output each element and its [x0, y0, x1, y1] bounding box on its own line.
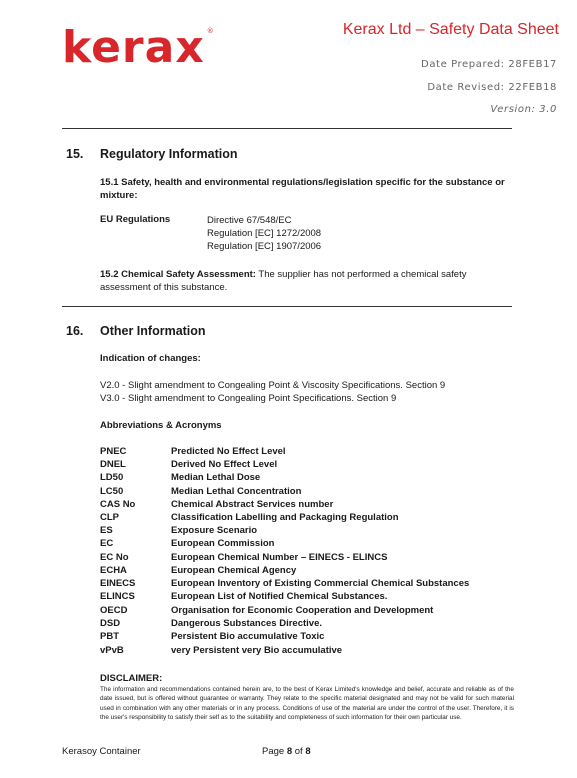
abbreviation-code: CLP [100, 512, 119, 523]
section-15-2-text: The supplier has not performed a chemical safety assessment of this substance. [100, 269, 467, 293]
change-item: V3.0 - Slight amendment to Congealing Point Specifications. Section 9 [100, 393, 397, 404]
change-item: V2.0 - Slight amendment to Congealing Point & Viscosity Specifications. Section 9 [100, 380, 446, 391]
page-total: 8 [305, 746, 311, 757]
abbreviation-code: EC No [100, 552, 129, 563]
changes-heading: Indication of changes: [100, 353, 201, 364]
abbreviation-code: OECD [100, 605, 128, 616]
abbreviation-description: very Persistent very Bio accumulative [171, 645, 343, 656]
section-16-title: Other Information [100, 324, 206, 338]
eu-regulation-item: Regulation [EC] 1272/2008 [207, 228, 322, 239]
abbreviation-description: Persistent Bio accumulative Toxic [171, 631, 325, 642]
date-revised: Date Revised: 22FEB18 [427, 82, 557, 93]
abbreviation-code: EINECS [100, 578, 136, 589]
eu-regulations-list [207, 214, 321, 253]
abbreviation-description: European List of Notified Chemical Substances. [171, 591, 388, 602]
disclaimer-heading: DISCLAIMER: [100, 673, 163, 684]
abbreviation-code: ELINCS [100, 591, 135, 602]
version-label: Version: 3.0 [490, 104, 557, 115]
abbreviation-description: Predicted No Effect Level [171, 446, 286, 457]
page-prefix: Page [262, 746, 287, 757]
section-15-number: 15. [66, 147, 84, 161]
eu-regulation-item: Directive 67/548/EC [207, 215, 292, 226]
abbreviation-description: European Chemical Agency [171, 565, 297, 576]
abbreviation-description: European Chemical Number – EINECS - ELINCS [171, 552, 388, 563]
section-15-2-paragraph [100, 268, 490, 294]
disclaimer-text: The information and recommendations contained herein are, to the best of Kerax Limited's knowledge and belief, accurate and reliable as of the date issued, but is offered without guarantee or warranty. They relate to the specific material designated and may not be valid for such material used in combination with any other materials or in any process. Conditions of use of the material are under the control of the user. Therefore, it is the user's responsibility to satisfy their self as to the suitability and completeness of such information for their own particular use. [100, 686, 514, 721]
page-number [262, 746, 311, 757]
section-divider [62, 306, 512, 307]
section-15-2-label: 15.2 Chemical Safety Assessment: [100, 269, 256, 280]
section-15-title: Regulatory Information [100, 147, 238, 161]
logo-text: kerax [62, 22, 205, 73]
abbreviation-description: Dangerous Substances Directive. [171, 618, 322, 629]
abbreviation-code: DSD [100, 618, 121, 629]
abbreviation-description: Classification Labelling and Packaging Regulation [171, 512, 399, 523]
abbreviation-description: Median Lethal Dose [171, 472, 261, 483]
eu-regulations-label: EU Regulations [100, 214, 171, 225]
section-divider [62, 128, 512, 129]
footer-product-name: Kerasoy Container [62, 746, 141, 757]
abbreviation-description: Organisation for Economic Cooperation and Development [171, 605, 434, 616]
date-prepared: Date Prepared: 28FEB17 [421, 59, 557, 70]
abbreviation-code: LD50 [100, 472, 124, 483]
abbreviation-description: Derived No Effect Level [171, 459, 278, 470]
abbreviation-description: European Inventory of Existing Commercial Chemical Substances [171, 578, 470, 589]
abbreviation-description: Exposure Scenario [171, 525, 258, 536]
abbreviation-description: European Commission [171, 538, 275, 549]
abbreviation-code: LC50 [100, 486, 124, 497]
section-15-1-heading: 15.1 Safety, health and environmental regulations/legislation specific for the substance or mixture: [100, 177, 505, 201]
abbreviation-code: DNEL [100, 459, 126, 470]
page-of: of [292, 746, 306, 757]
abbreviation-code: PNEC [100, 446, 127, 457]
abbreviation-code: vPvB [100, 645, 124, 656]
abbreviations-heading: Abbreviations & Acronyms [100, 420, 222, 431]
abbreviation-code: PBT [100, 631, 119, 642]
page-current: 8 [286, 746, 293, 757]
kerax-logo [62, 22, 215, 73]
abbreviation-code: ES [100, 525, 113, 536]
eu-regulation-item: Regulation [EC] 1907/2006 [207, 241, 322, 252]
abbreviation-description: Median Lethal Concentration [171, 486, 302, 497]
abbreviation-code: CAS No [100, 499, 136, 510]
abbreviation-code: EC [100, 538, 114, 549]
section-16-number: 16. [66, 324, 84, 338]
registered-mark: ® [206, 27, 215, 35]
document-title: Kerax Ltd – Safety Data Sheet [342, 21, 559, 38]
abbreviation-description: Chemical Abstract Services number [171, 499, 334, 510]
abbreviation-code: ECHA [100, 565, 127, 576]
